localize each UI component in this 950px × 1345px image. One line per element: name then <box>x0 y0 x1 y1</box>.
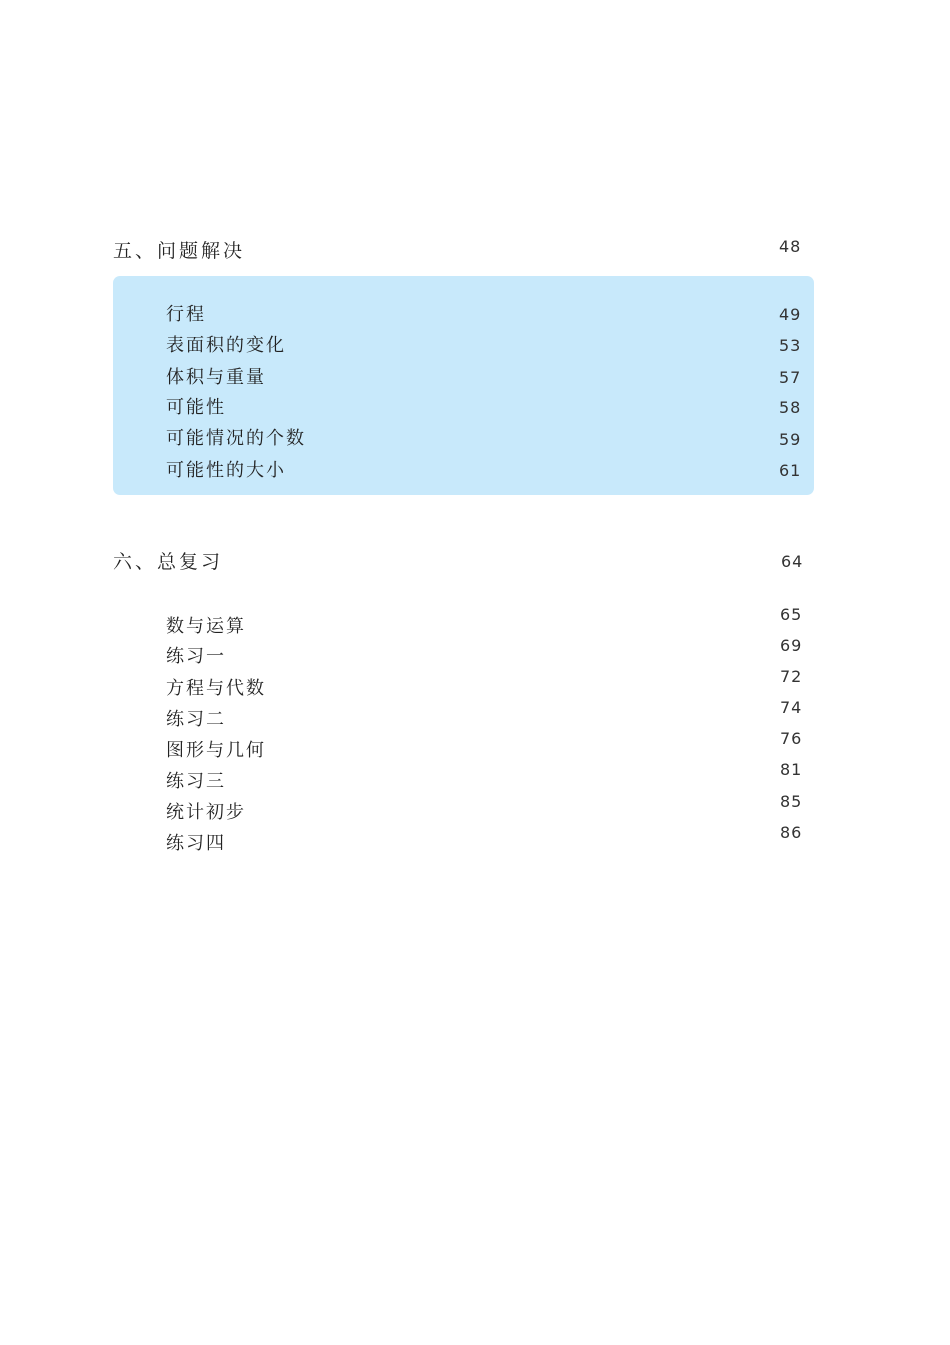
toc-entry-page: 49 <box>779 305 802 324</box>
section-page-number: 64 <box>781 552 804 571</box>
toc-entry-page: 76 <box>780 729 803 748</box>
toc-entry-label[interactable]: 表面积的变化 <box>166 335 286 356</box>
toc-entry-label[interactable]: 可能性的大小 <box>166 460 286 481</box>
toc-entry-label[interactable]: 体积与重量 <box>166 367 266 388</box>
toc-entry-page: 65 <box>780 605 803 624</box>
toc-entry-page: 61 <box>779 461 802 480</box>
toc-entry-page: 58 <box>779 398 802 417</box>
toc-entry-page: 59 <box>779 430 802 449</box>
toc-entry-page: 57 <box>779 368 802 387</box>
toc-entry-label[interactable]: 可能情况的个数 <box>166 428 306 449</box>
toc-entry-label[interactable]: 练习三 <box>166 771 226 792</box>
section-title[interactable]: 五、问题解决 <box>113 240 246 262</box>
toc-entry-label[interactable]: 练习四 <box>166 833 226 854</box>
toc-entry-page: 81 <box>780 760 803 779</box>
toc-entry-label[interactable]: 行程 <box>166 304 206 325</box>
toc-entry-page: 86 <box>780 823 803 842</box>
toc-entry-label[interactable]: 统计初步 <box>166 802 246 823</box>
toc-entry-label[interactable]: 图形与几何 <box>166 740 266 761</box>
toc-entry-page: 53 <box>779 336 802 355</box>
toc-entry-page: 69 <box>780 636 803 655</box>
toc-entry-page: 74 <box>780 698 803 717</box>
section-title[interactable]: 六、总复习 <box>113 551 224 573</box>
section-page-number: 48 <box>779 237 802 256</box>
toc-entry-label[interactable]: 可能性 <box>166 397 226 418</box>
toc-entry-label[interactable]: 练习二 <box>166 709 226 730</box>
toc-entry-label[interactable]: 练习一 <box>166 646 226 667</box>
toc-entry-label[interactable]: 数与运算 <box>166 616 246 637</box>
toc-entry-page: 72 <box>780 667 803 686</box>
toc-entry-page: 85 <box>780 792 803 811</box>
toc-entry-label[interactable]: 方程与代数 <box>166 678 266 699</box>
